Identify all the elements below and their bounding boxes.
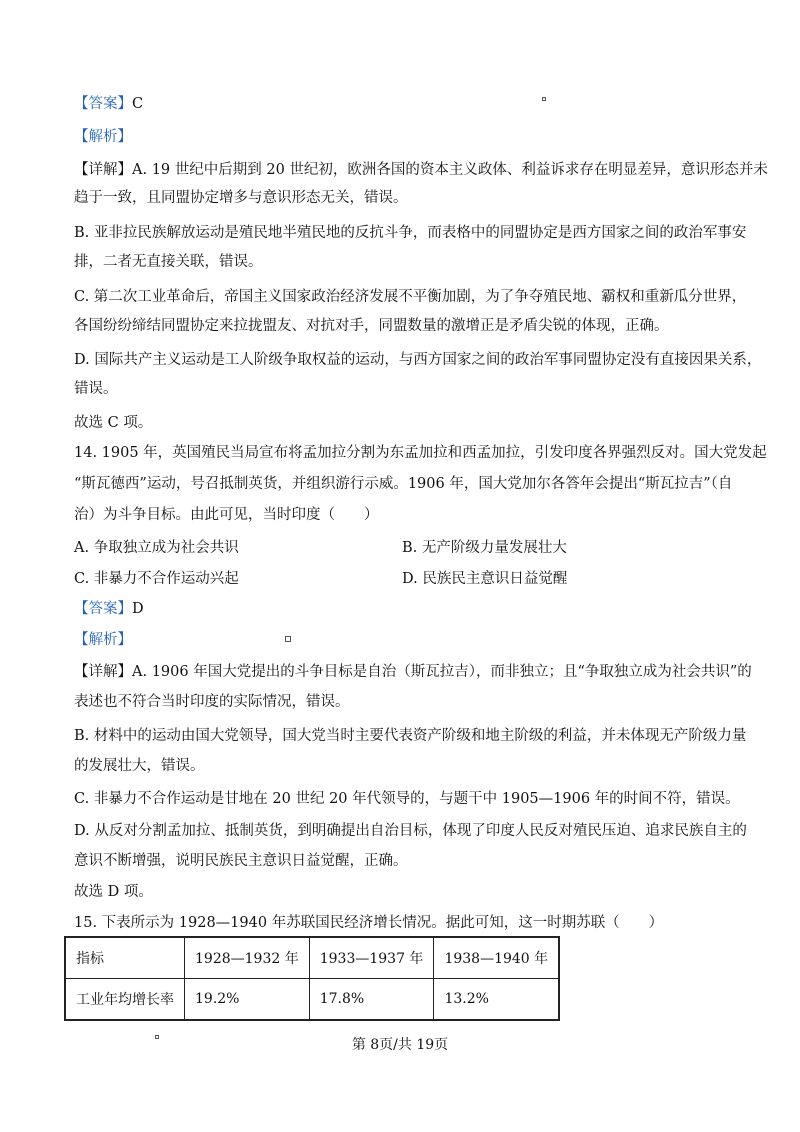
analysis-tag: 【解析】: [74, 632, 132, 648]
table-row: [65, 979, 559, 1021]
conclusion-text: 故选 C 项。: [74, 415, 153, 431]
detail-tag: 【详解】: [74, 664, 132, 680]
table-header-cell: 1933—1937 年: [309, 937, 434, 979]
detail-text: B. 亚非拉民族解放运动是殖民地半殖民地的反抗斗争，而表格中的同盟协定是西方国家之间的政治军事安: [74, 225, 747, 241]
scan-speck: [285, 636, 291, 642]
page-footer: 第 8页/共 19页: [351, 1037, 449, 1053]
answer-tag: 【答案】: [74, 96, 132, 112]
detail-text: 各国纷纷缔结同盟协定来拉拢盟友、对抗对手，同盟数量的激增正是矛盾尖锐的体现，正确。: [74, 318, 669, 334]
answer-line: [74, 599, 144, 619]
answer-tag: 【答案】: [74, 601, 132, 617]
table-cell: 17.8%: [309, 979, 434, 1021]
detail-text: B. 材料中的运动由国大党领导，国大党当时主要代表资产阶级和地主阶级的利益，并未体现无产阶级力量: [74, 728, 747, 744]
table-header-row: [65, 937, 559, 979]
table-header-cell: 1928—1932 年: [185, 937, 310, 979]
scan-speck: [542, 97, 546, 101]
table-header-cell: 1938—1940 年: [434, 937, 559, 979]
conclusion-text: 故选 D 项。: [74, 884, 153, 900]
detail-line: [74, 160, 768, 180]
table-cell: 19.2%: [185, 979, 310, 1021]
analysis-tag: 【解析】: [74, 129, 132, 145]
detail-text: D. 从反对分割孟加拉、抵制英货，到明确提出自治目标，体现了印度人民反对殖民压迫、追求民族自主的: [74, 823, 747, 839]
table-cell: 13.2%: [434, 979, 559, 1021]
detail-text: 意识不断增强，说明民族民主意识日益觉醒，正确。: [74, 853, 408, 869]
table-cell: 工业年均增长率: [65, 979, 185, 1021]
detail-text: 趋于一致，且同盟协定增多与意识形态无关，错误。: [74, 190, 408, 206]
detail-text: 错误。: [74, 381, 118, 397]
detail-text: D. 国际共产主义运动是工人阶级争取权益的运动，与西方国家之间的政治军事同盟协定没有直接因果关系，: [74, 352, 762, 368]
detail-text: A. 1906 年国大党提出的斗争目标是自治（斯瓦拉吉），而非独立；且“争取独立成为社会共识”的: [132, 664, 752, 680]
detail-text: 的发展壮大，错误。: [74, 758, 205, 774]
detail-text: C. 第二次工业革命后，帝国主义国家政治经济发展不平衡加剧，为了争夺殖民地、霸权和重新瓜分世界，: [74, 289, 747, 305]
table-header-cell: 指标: [65, 937, 185, 979]
detail-tag: 【详解】: [74, 162, 132, 178]
detail-text: C. 非暴力不合作运动是甘地在 20 世纪 20 年代领导的，与题干中 1905—1906 年的时间不符，错误。: [74, 791, 740, 807]
question-stem: “斯瓦德西”运动，号召抵制英货，并组织游行示威。1906 年，国大党加尔各答年会提出“斯瓦拉吉”（自: [74, 476, 733, 492]
answer-value: D: [132, 601, 144, 617]
option-b: B. 无产阶级力量发展壮大: [402, 540, 567, 556]
detail-text: A. 19 世纪中后期到 20 世纪初，欧洲各国的资本主义政体、利益诉求存在明显差异，意识形态并未: [132, 162, 768, 178]
growth-table: [64, 936, 560, 1021]
question-stem: 14. 1905 年，英国殖民当局宣布将孟加拉分割为东孟加拉和西孟加拉，引发印度各界强烈反对。国大党发起: [74, 445, 767, 461]
answer-value: C: [132, 96, 144, 112]
detail-text: 排，二者无直接关联，错误。: [74, 254, 263, 270]
answer-line: [74, 94, 143, 114]
option-a: A. 争取独立成为社会共识: [74, 540, 239, 556]
detail-line: [74, 662, 752, 682]
option-c: C. 非暴力不合作运动兴起: [74, 571, 239, 587]
option-d: D. 民族民主意识日益觉醒: [402, 571, 568, 587]
question-stem: 15. 下表所示为 1928—1940 年苏联国民经济增长情况。据此可知，这一时期苏联（ ）: [74, 915, 664, 931]
detail-text: 表述也不符合当时印度的实际情况，错误。: [74, 694, 350, 710]
question-stem: 治）为斗争目标。由此可见，当时印度（ ）: [74, 507, 379, 523]
